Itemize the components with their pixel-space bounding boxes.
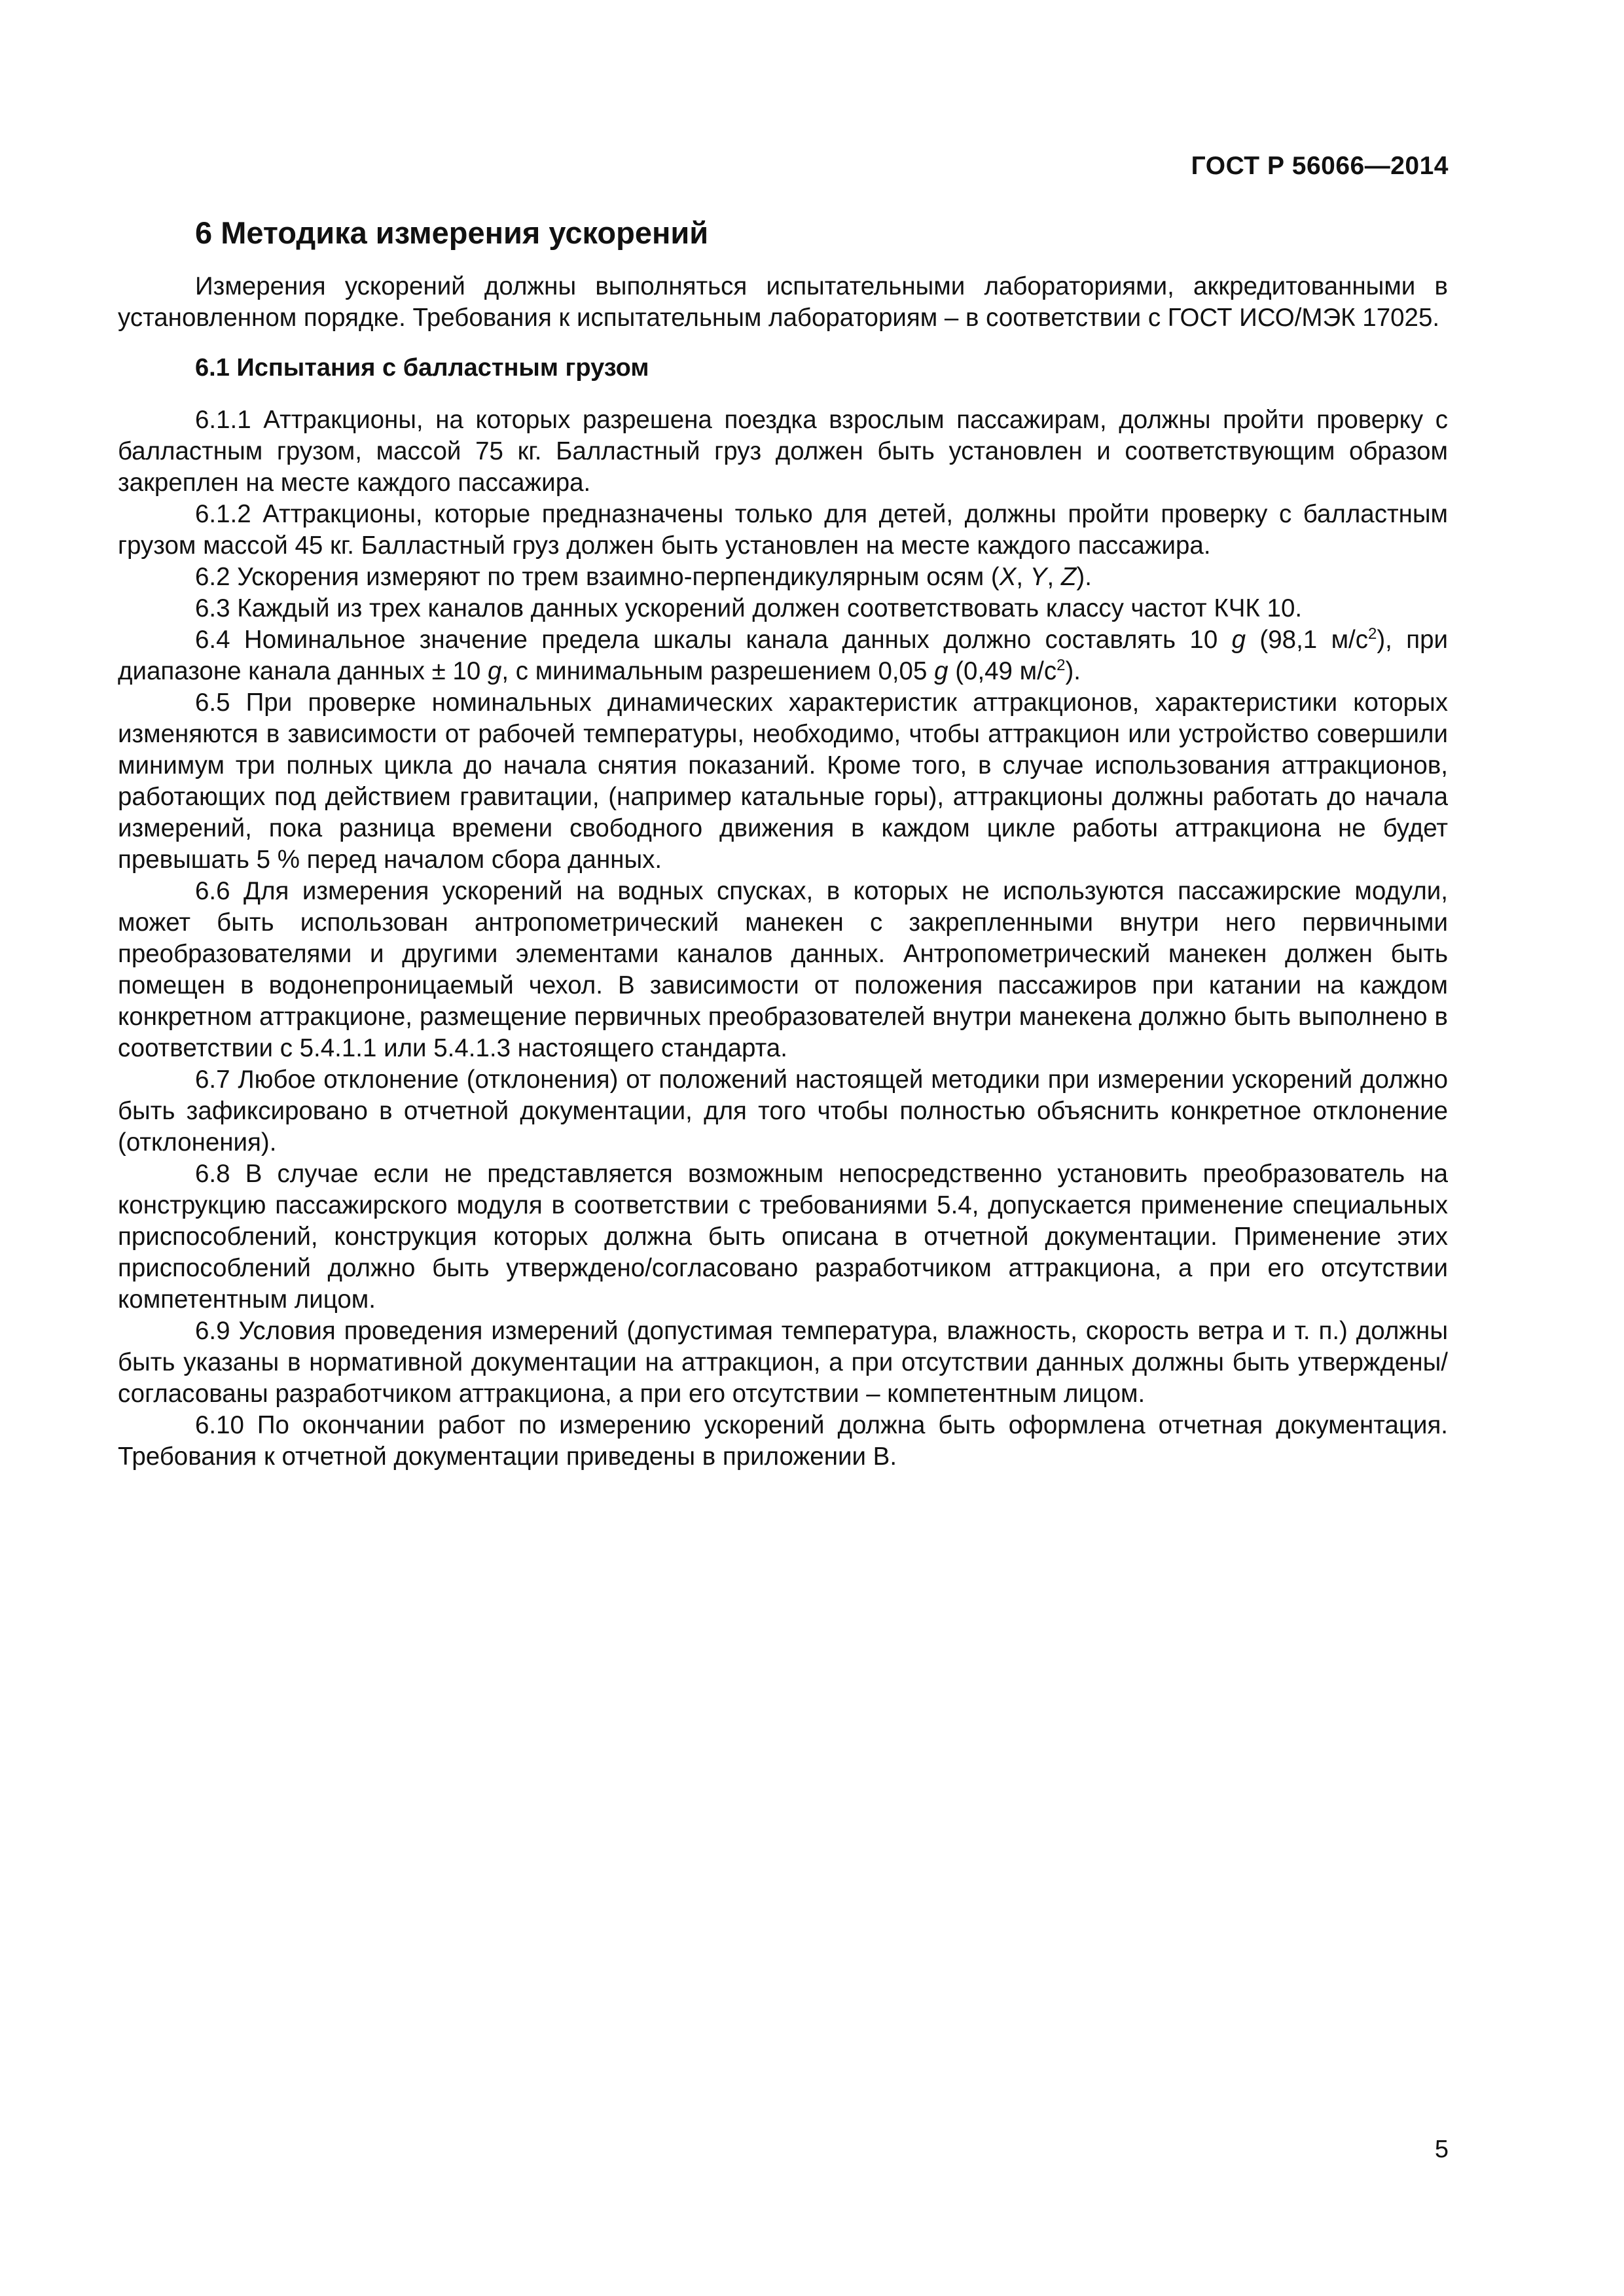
p64-g3: g — [934, 656, 948, 685]
subsection-title: 6.1 Испытания с балластным грузом — [195, 354, 649, 382]
p64-g2: g — [487, 656, 502, 685]
paragraph-6-10: 6.10 По окончании работ по измерению ускорений должна быть оформлена отчетная документация. Требования к отчетной документации приведены в приложении В. — [118, 1410, 1448, 1471]
paragraph-6-4 — [118, 624, 1448, 687]
paragraph-6-1-2: 6.1.2 Аттракционы, которые предназначены только для детей, должны пройти проверку с балластным грузом массой 45 кг. Балластный груз должен быть установлен на месте каждого пассажира. — [118, 499, 1448, 560]
p64-part6: ). — [1065, 656, 1081, 685]
p64-part1: 6.4 Номинальное значение предела шкалы канала данных должно составлять 10 — [195, 625, 1232, 654]
page-content — [118, 215, 1448, 1473]
section-intro: Измерения ускорений должны выполняться испытательными лабораториями, аккредитованными в установленном порядке. Требования к испытательным лабораториям – в соответствии с ГОСТ ИСО/МЭК 17025. — [118, 272, 1448, 332]
p62-after: ). — [1076, 562, 1092, 591]
p64-part3: ), при диапазоне канала данных ± 10 — [118, 625, 1449, 685]
section-title: 6 Методика измерения ускорений — [195, 215, 709, 250]
axis-x: X — [999, 562, 1017, 591]
p64-part4: , с минимальным разрешением 0,05 — [501, 656, 935, 685]
paragraph-6-6: 6.6 Для измерения ускорений на водных спусках, в которых не используются пассажирские модули, может быть использован антропометрический манекен с закрепленными внутри него первичными преобразователями и другими элементами каналов данных. Антропометрический манекен должен быть помещен в водонепроницаемый чехол. В зависимости от положения пассажиров при катании на каждом конкретном аттракционе, размещение первичных преобразователей внутри манекена должно быть выполнено в соответствии с 5.4.1.1 или 5.4.1.3 настоящего стандарта. — [118, 876, 1448, 1062]
paragraph-6-8: 6.8 В случае если не представляется возможным непосредственно установить преобразователь на конструкцию пассажирского модуля в соответствии с требованиями 5.4, допускается применение специальных приспособлений, конструкция которых должна быть описана в отчетной документации. Применение этих приспособлений должно быть утверждено/согласовано разработчиком аттракциона, а при его отсутствии компетентным лицом. — [118, 1159, 1448, 1314]
p62-sep1: , — [1016, 562, 1030, 591]
paragraph-6-7: 6.7 Любое отклонение (отклонения) от положений настоящей методики при измерении ускорений должно быть зафиксировано в отчетной документации, для того чтобы полностью объяснить конкретное отклонение (отклонения). — [118, 1065, 1448, 1157]
p64-sup2: 2 — [1056, 656, 1066, 675]
paragraph-6-9: 6.9 Условия проведения измерений (допустимая температура, влажность, скорость ветра и т. п.) должны быть указаны в нормативной документации на аттракцион, а при отсутствии данных должны быть утверждены/согласованы разработчиком аттракциона, а при его отсутствии – компетентным лицом. — [118, 1316, 1448, 1408]
p62-before: 6.2 Ускорения измеряют по трем взаимно-перпендикулярным осям ( — [195, 562, 1000, 591]
axis-y: Y — [1030, 562, 1047, 591]
paragraph-6-5: 6.5 При проверке номинальных динамических характеристик аттракционов, характеристики которых изменяются в зависимости от рабочей температуры, необходимо, чтобы аттракцион или устройство совершили минимум три полных цикла до начала снятия показаний. Кроме того, в случае использования аттракционов, работающих под действием гравитации, (например катальные горы), аттракционы должны работать до начала измерений, пока разница времени свободного движения в каждом цикле работы аттракциона не будет превышать 5 % перед началом сбора данных. — [118, 688, 1448, 874]
axis-z: Z — [1060, 562, 1077, 591]
p62-sep2: , — [1047, 562, 1061, 591]
paragraph-6-2 — [118, 562, 1448, 593]
page-number: 5 — [1434, 2136, 1449, 2163]
p64-g1: g — [1231, 625, 1246, 654]
p64-part5: (0,49 м/с — [948, 656, 1057, 685]
document-code: ГОСТ Р 56066—2014 — [1191, 152, 1449, 180]
paragraph-6-3: 6.3 Каждый из трех каналов данных ускорений должен соответствовать классу частот КЧК 10. — [195, 594, 1303, 622]
paragraph-6-1-1: 6.1.1 Аттракционы, на которых разрешена поездка взрослым пассажирам, должны пройти проверку с балластным грузом, массой 75 кг. Балластный груз должен быть установлен и соответствующим образом закреплен на месте каждого пассажира. — [118, 405, 1448, 497]
p64-part2: (98,1 м/с — [1246, 625, 1368, 654]
p64-sup1: 2 — [1367, 625, 1377, 643]
